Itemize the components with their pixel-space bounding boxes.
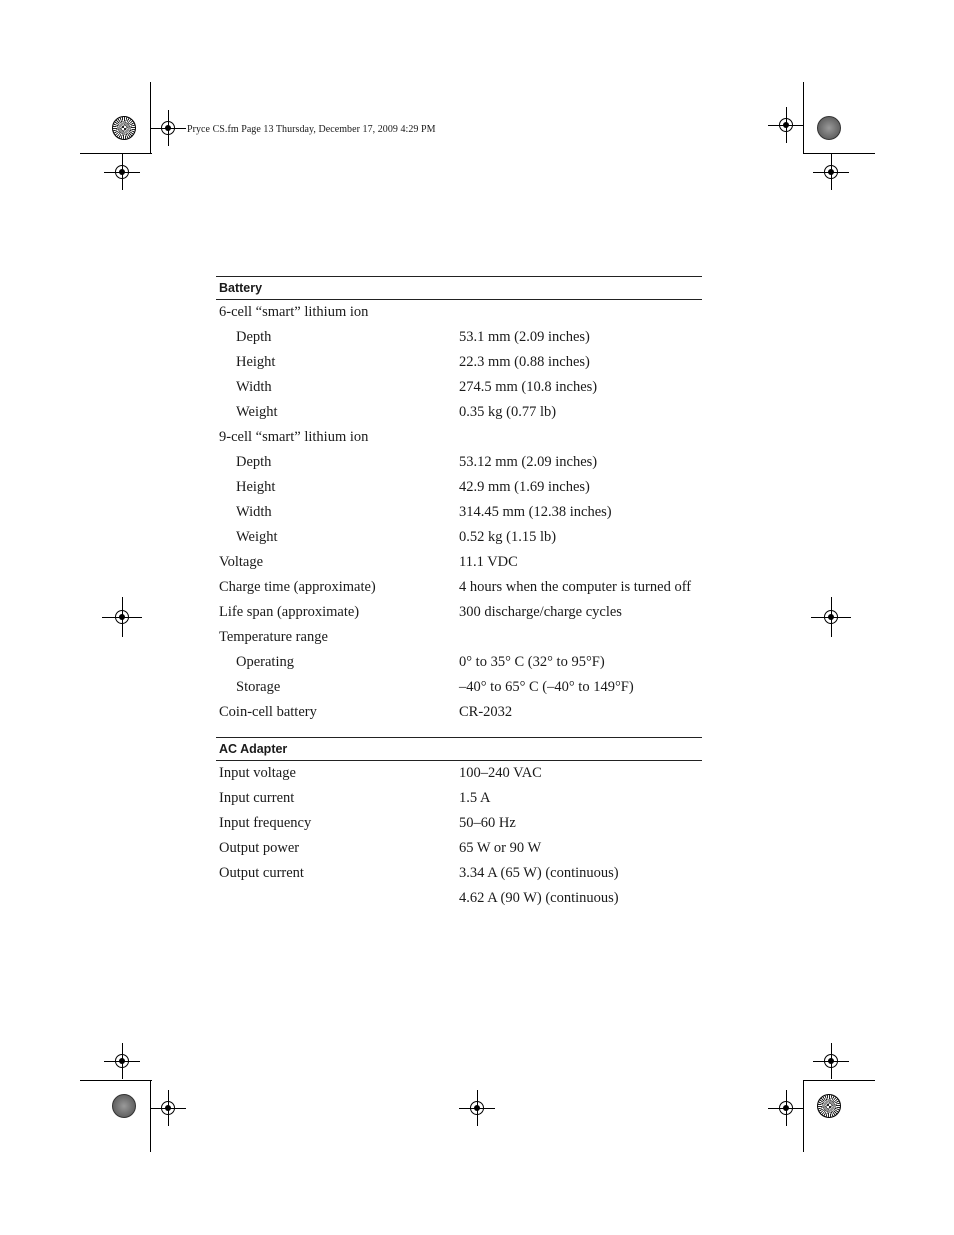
registration-dot-icon	[474, 1105, 480, 1111]
spec-value: 53.1 mm (2.09 inches)	[459, 329, 590, 345]
crop-line-icon	[803, 1080, 804, 1152]
spec-label: Height	[236, 354, 276, 370]
spec-row	[216, 450, 702, 475]
spec-row	[216, 886, 702, 911]
spec-row	[216, 400, 702, 425]
battery-rows	[216, 300, 702, 725]
registration-dot-icon	[165, 125, 171, 131]
spec-label: Storage	[236, 679, 281, 695]
spec-row	[216, 836, 702, 861]
crop-line-icon	[150, 82, 151, 154]
registration-dot-icon	[783, 122, 789, 128]
spec-value: 100–240 VAC	[459, 765, 542, 781]
spec-value: 22.3 mm (0.88 inches)	[459, 354, 590, 370]
spec-row	[216, 600, 702, 625]
ac-adapter-section-title: AC Adapter	[216, 737, 702, 761]
color-swatch-icon	[817, 116, 841, 140]
spec-label: Input frequency	[219, 815, 312, 831]
spec-label: Charge time (approximate)	[219, 579, 376, 595]
crop-line-icon	[803, 1080, 875, 1081]
file-header: Pryce CS.fm Page 13 Thursday, December 17, 2009 4:29 PM	[187, 124, 436, 135]
spec-value: 3.34 A (65 W) (continuous)	[459, 865, 619, 881]
registration-dot-icon	[828, 1058, 834, 1064]
crop-line-icon	[803, 153, 875, 154]
crop-line-icon	[80, 1080, 152, 1081]
spec-label: Input current	[219, 790, 295, 806]
spec-row	[216, 500, 702, 525]
spec-value: 300 discharge/charge cycles	[459, 604, 622, 620]
crop-line-icon	[803, 82, 804, 154]
color-bar-starburst-icon	[112, 116, 136, 140]
color-bar-starburst-icon	[817, 1094, 841, 1118]
spec-label: Weight	[236, 529, 278, 545]
spec-row	[216, 675, 702, 700]
spec-row	[216, 625, 702, 650]
spec-label: Input voltage	[219, 765, 296, 781]
spec-label: 6-cell “smart” lithium ion	[219, 304, 369, 320]
spec-value: 42.9 mm (1.69 inches)	[459, 479, 590, 495]
color-swatch-icon	[112, 1094, 136, 1118]
spec-row	[216, 575, 702, 600]
spec-value: 11.1 VDC	[459, 554, 518, 570]
spec-row	[216, 700, 702, 725]
spec-row	[216, 425, 702, 450]
spec-row	[216, 650, 702, 675]
spec-row	[216, 811, 702, 836]
spec-value: 53.12 mm (2.09 inches)	[459, 454, 598, 470]
spec-value: 0.35 kg (0.77 lb)	[459, 404, 557, 420]
spec-label: Weight	[236, 404, 278, 420]
crop-line-icon	[150, 1080, 151, 1152]
spec-label: Height	[236, 479, 276, 495]
spec-row	[216, 525, 702, 550]
spec-label: Operating	[236, 654, 294, 670]
spec-value: 0.52 kg (1.15 lb)	[459, 529, 557, 545]
battery-section-title: Battery	[216, 276, 702, 300]
registration-dot-icon	[783, 1105, 789, 1111]
spec-row	[216, 550, 702, 575]
spec-row	[216, 761, 702, 786]
battery-spec-table	[216, 276, 702, 725]
spec-label: Output power	[219, 840, 300, 856]
spec-label: Temperature range	[219, 629, 328, 645]
spec-label: Width	[236, 379, 272, 395]
ac-adapter-spec-table	[216, 737, 702, 911]
spec-label: Width	[236, 504, 272, 520]
spec-value: –40° to 65° C (–40° to 149°F)	[459, 679, 634, 695]
spec-row	[216, 786, 702, 811]
spec-value: 4 hours when the computer is turned off	[459, 579, 692, 595]
spec-value: 65 W or 90 W	[459, 840, 542, 856]
spec-value: 1.5 A	[459, 790, 491, 806]
spec-row	[216, 861, 702, 886]
spec-row	[216, 350, 702, 375]
spec-label: Coin-cell battery	[219, 704, 317, 720]
spec-value: 314.45 mm (12.38 inches)	[459, 504, 612, 520]
registration-dot-icon	[165, 1105, 171, 1111]
spec-value: CR-2032	[459, 704, 513, 720]
spec-label: Depth	[236, 454, 272, 470]
ac-adapter-rows	[216, 761, 702, 911]
spec-label: Voltage	[219, 554, 264, 570]
spec-label: Depth	[236, 329, 272, 345]
crop-line-icon	[80, 153, 152, 154]
spec-row	[216, 475, 702, 500]
registration-dot-icon	[828, 169, 834, 175]
spec-row	[216, 325, 702, 350]
registration-dot-icon	[119, 169, 125, 175]
spec-value: 50–60 Hz	[459, 815, 516, 831]
registration-dot-icon	[119, 1058, 125, 1064]
registration-dot-icon	[828, 614, 834, 620]
spec-label: Life span (approximate)	[219, 604, 360, 620]
spec-value: 4.62 A (90 W) (continuous)	[459, 890, 619, 906]
spec-row	[216, 300, 702, 325]
spec-value: 0° to 35° C (32° to 95°F)	[459, 654, 605, 670]
spec-value: 274.5 mm (10.8 inches)	[459, 379, 598, 395]
spec-label: Output current	[219, 865, 304, 881]
spec-row	[216, 375, 702, 400]
registration-dot-icon	[119, 614, 125, 620]
spec-label: 9-cell “smart” lithium ion	[219, 429, 369, 445]
